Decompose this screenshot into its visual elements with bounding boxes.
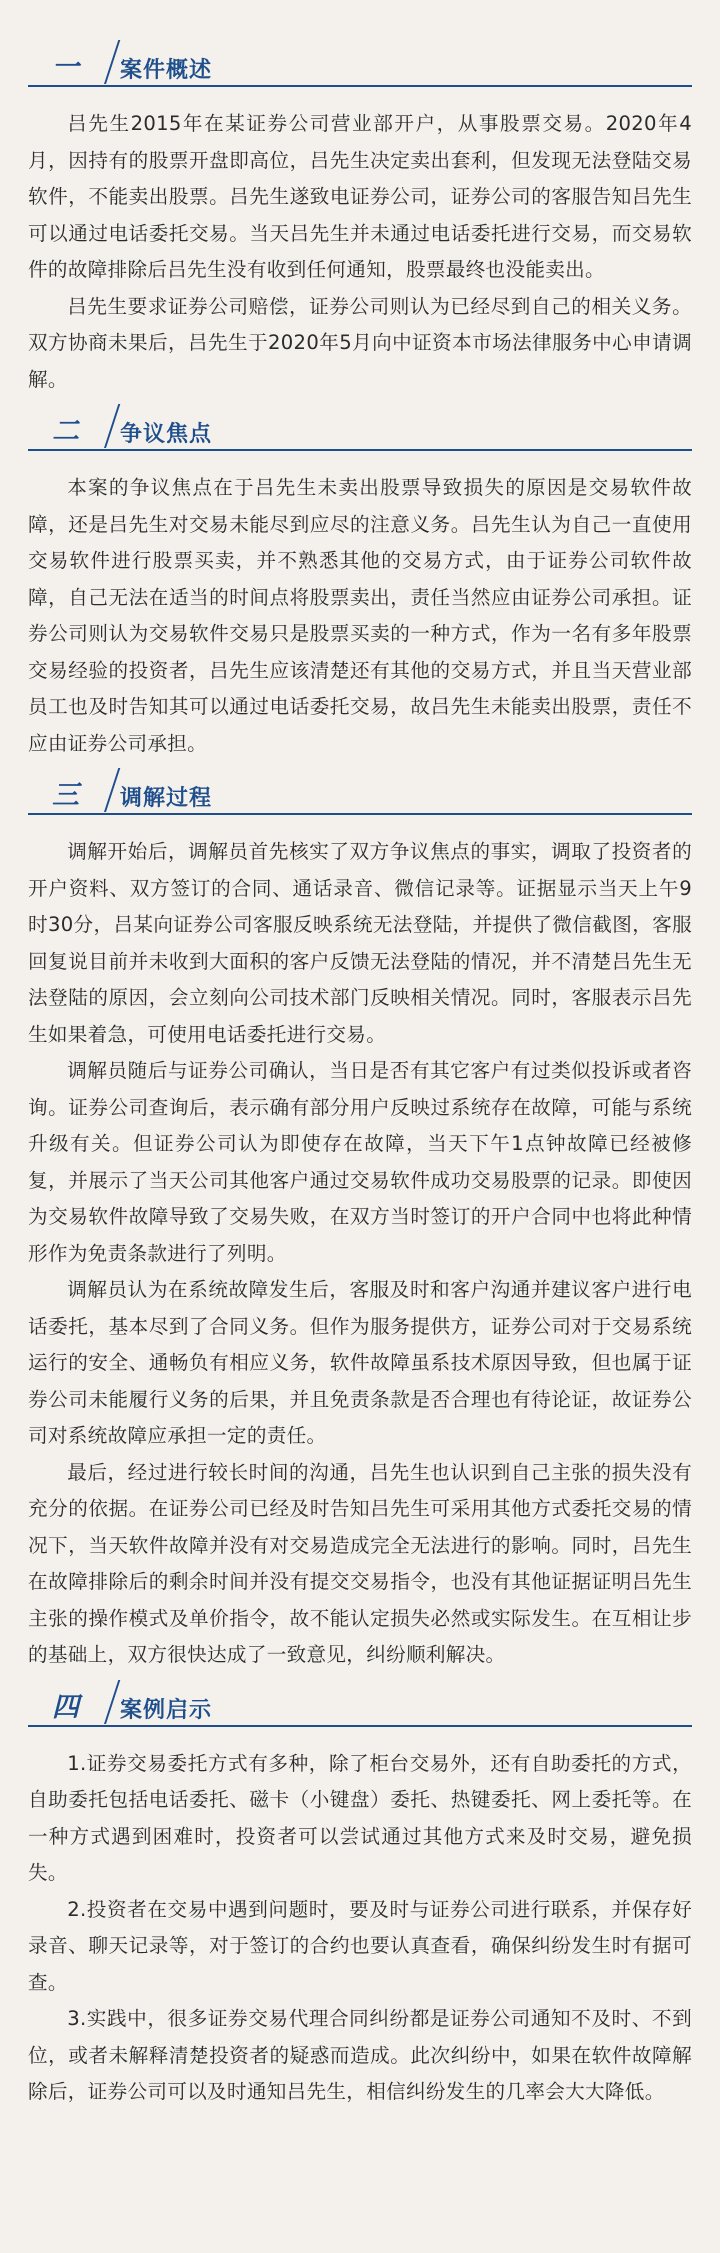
section-dispute-focus	[28, 404, 692, 762]
section-header	[28, 1680, 692, 1736]
header-slash-divider	[104, 40, 120, 84]
section-header	[28, 404, 692, 460]
paragraph: 1.证券交易委托方式有多种，除了柜台交易外，还有自助委托的方式，自助委托包括电话委托、磁卡（小键盘）委托、热键委托、网上委托等。在一种方式遇到困难时，投资者可以尝试通过其他方式来及时交易，避免损失。	[28, 1751, 692, 1884]
paragraph: 2.投资者在交易中遇到问题时，要及时与证券公司进行联系，并保存好录音、聊天记录等，对于签订的合约也要认真查看，确保纠纷发生时有据可查。	[28, 1897, 692, 1994]
section-number: 二	[52, 416, 79, 447]
section-header	[28, 768, 692, 824]
header-slash-divider	[104, 1680, 120, 1724]
section-title: 调解过程	[120, 786, 213, 811]
section-case-overview	[28, 40, 692, 398]
paragraph: 调解员认为在系统故障发生后，客服及时和客户沟通并建议客户进行电话委托，基本尽到了合同义务。但作为服务提供方，证券公司对于交易系统运行的安全、通畅负有相应义务，软件故障虽系技术原因导致，但也属于证券公司未能履行义务的后果，并且免责条款是否合理也有待论证，故证券公司对系统故障应承担一定的责任。	[28, 1278, 692, 1447]
section-title: 案例启示	[120, 1697, 213, 1723]
paragraph: 本案的争议焦点在于吕先生未卖出股票导致损失的原因是交易软件故障，还是吕先生对交易未能尽到应尽的注意义务。吕先生认为自己一直使用交易软件进行股票买卖，并不熟悉其他的交易方式，由于证券公司软件故障，自己无法在适当的时间点将股票卖出，责任当然应由证券公司承担。证券公司则认为交易软件交易只是股票买卖的一种方式，作为一名有多年股票交易经验的投资者，吕先生应该清楚还有其他的交易方式，并且当天营业部员工也及时告知其可以通过电话委托交易，故吕先生未能卖出股票，责任不应由证券公司承担。	[28, 476, 692, 755]
section-mediation-process	[28, 768, 692, 1674]
header-underline	[28, 813, 692, 815]
paragraph: 调解员随后与证券公司确认，当日是否有其它客户有过类似投诉或者咨询。证券公司查询后，表示确有部分用户反映过系统存在故障，可能与系统升级有关。但证券公司认为即使存在故障，当天下午1点钟故障已经被修复，并展示了当天公司其他客户通过交易软件成功交易股票的记录。即使因为交易软件故障导致了交易失败，在双方当时签订的开户合同中也将此种情形作为免责条款进行了列明。	[28, 1059, 692, 1265]
paragraph: 调解开始后，调解员首先核实了双方争议焦点的事实，调取了投资者的开户资料、双方签订的合同、通话录音、微信记录等。证据显示当天上午9时30分，吕某向证券公司客服反映系统无法登陆，并提供了微信截图，客服回复说目前并未收到大面积的客户反馈无法登陆的情况，并不清楚吕先生无法登陆的原因，会立刻向公司技术部门反映相关情况。同时，客服表示吕先生如果着急，可使用电话委托进行交易。	[28, 840, 692, 1046]
section-number: 四	[52, 1691, 79, 1723]
section-header	[28, 40, 692, 96]
header-slash-divider	[104, 768, 120, 812]
header-underline	[28, 85, 692, 87]
paragraph: 吕先生要求证券公司赔偿，证券公司则认为已经尽到自己的相关义务。双方协商未果后，吕先生于2020年5月向中证资本市场法律服务中心申请调解。	[28, 294, 692, 391]
section-number: 三	[52, 780, 79, 811]
header-underline	[28, 449, 692, 451]
paragraph: 3.实践中，很多证券交易代理合同纠纷都是证券公司通知不及时、不到位，或者未解释清楚投资者的疑惑而造成。此次纠纷中，如果在软件故障解除后，证券公司可以及时通知吕先生，相信纠纷发生的几率会大大降低。	[28, 2007, 692, 2103]
header-underline	[28, 1725, 692, 1727]
section-title: 案件概述	[120, 58, 213, 83]
section-number: 一	[52, 52, 79, 83]
paragraph: 吕先生2015年在某证券公司营业部开户，从事股票交易。2020年4月，因持有的股票开盘即高位，吕先生决定卖出套利，但发现无法登陆交易软件，不能卖出股票。吕先生遂致电证券公司，证券公司的客服告知吕先生可以通过电话委托交易。当天吕先生并未通过电话委托进行交易，而交易软件的故障排除后吕先生没有收到任何通知，股票最终也没能卖出。	[28, 112, 692, 281]
section-case-lessons	[28, 1680, 692, 2111]
paragraph: 最后，经过进行较长时间的沟通，吕先生也认识到自己主张的损失没有充分的依据。在证券公司已经及时告知吕先生可采用其他方式委托交易的情况下，当天软件故障并没有对交易造成完全无法进行的影响。同时，吕先生在故障排除后的剩余时间并没有提交交易指令，也没有其他证据证明吕先生主张的操作模式及单价指令，故不能认定损失必然或实际发生。在互相让步的基础上，双方很快达成了一致意见，纠纷顺利解决。	[28, 1460, 692, 1666]
header-slash-divider	[104, 404, 120, 448]
section-title: 争议焦点	[120, 422, 213, 447]
